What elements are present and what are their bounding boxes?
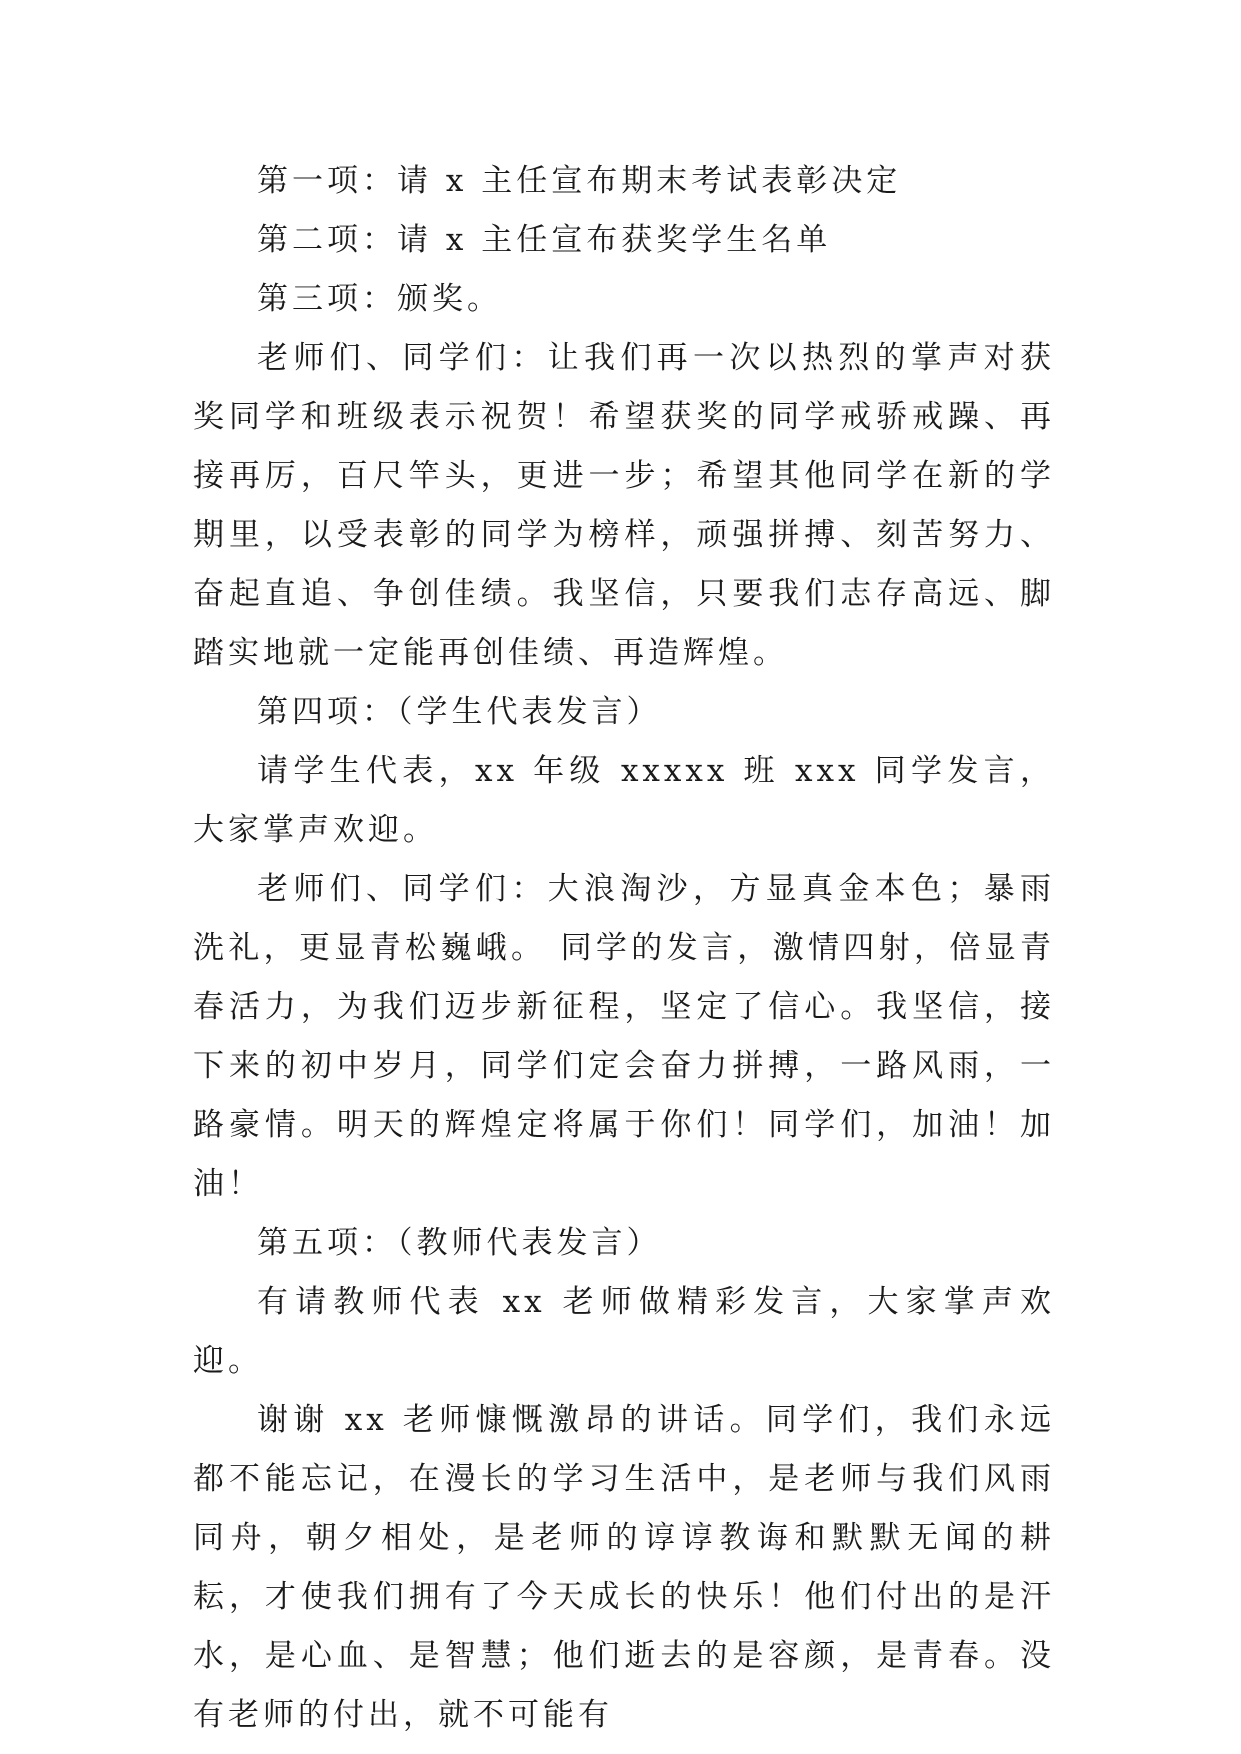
paragraph-congratulations: 老师们、同学们：让我们再一次以热烈的掌声对获奖同学和班级表示祝贺！希望获奖的同学戒骄戒躁、再接再厉，百尺竿头，更进一步；希望其他同学在新的学期里，以受表彰的同学为榜样，顽强拼搏、刻苦努力、奋起直追、争创佳绩。我坚信，只要我们志存高远、脚踏实地就一定能再创佳绩、再造辉煌。 bbox=[193, 340, 1055, 671]
paragraph-teacher-thanks: 谢谢 xx 老师慷慨激昂的讲话。同学们，我们永远都不能忘记，在漫长的学习生活中，是老师与我们风雨同舟，朝夕相处，是老师的谆谆教诲和默默无闻的耕耘，才使我们拥有了今天成长的快乐！他们付出的是汗水，是心血、是智慧；他们逝去的是容颜，是青春。没有老师的付出，就不可能有 bbox=[193, 1402, 1055, 1733]
paragraph-student-response: 老师们、同学们：大浪淘沙，方显真金本色；暴雨洗礼，更显青松巍峨。 同学的发言，激情四射，倍显青春活力，为我们迈步新征程，坚定了信心。我坚信，接下来的初中岁月，同学们定会奋力拼搏，一路风雨，一路豪情。明天的辉煌定将属于你们！同学们，加油！加油！ bbox=[193, 871, 1055, 1202]
paragraph-item-2: 第二项：请 x 主任宣布获奖学生名单 bbox=[257, 222, 832, 258]
paragraph-item-4: 第四项：（学生代表发言） bbox=[257, 694, 662, 730]
document-body bbox=[193, 152, 1055, 1745]
paragraph-item-1: 第一项：请 x 主任宣布期末考试表彰决定 bbox=[257, 163, 902, 199]
paragraph-item-3: 第三项：颁奖。 bbox=[257, 281, 502, 317]
paragraph-item-5: 第五项：（教师代表发言） bbox=[257, 1225, 662, 1261]
paragraph-student-invite: 请学生代表，xx 年级 xxxxx 班 xxx 同学发言，大家掌声欢迎。 bbox=[193, 753, 1055, 848]
paragraph-teacher-invite: 有请教师代表 xx 老师做精彩发言，大家掌声欢迎。 bbox=[193, 1284, 1055, 1379]
